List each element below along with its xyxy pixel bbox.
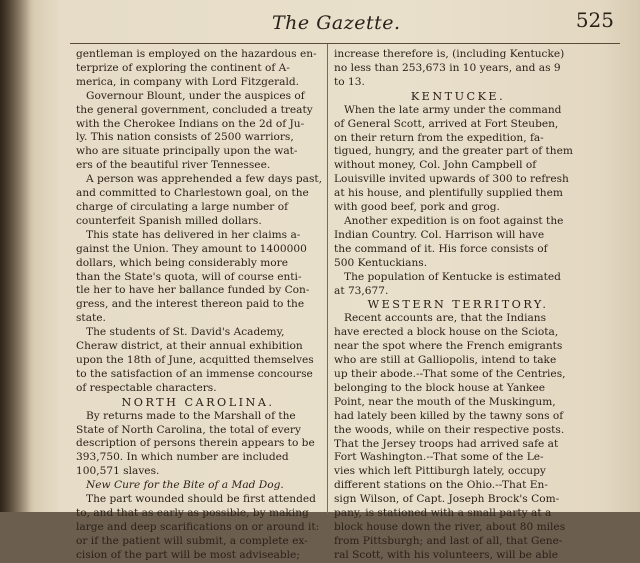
paragraph-start-line: When the late army under the command <box>344 103 562 116</box>
text-line: Louisville invited upwards of 300 to refresh <box>334 173 569 186</box>
text-line: or if the patient will submit, a complete ex- <box>76 534 308 547</box>
text-line: charge of circulating a large number of <box>76 200 289 213</box>
text-line: Indian Country. Col. Harrison will have <box>334 228 545 241</box>
text-line: tigued, hungry, and the greater part of them <box>334 145 573 158</box>
text-line: sign Wilson, of Capt. Joseph Brock's Com- <box>334 493 560 506</box>
text-line: who are situate principally upon the wat- <box>76 145 298 158</box>
text-line: tle her to have her ballance funded by Con- <box>76 284 310 297</box>
text-line: no less than 253,673 in 10 years, and as 9 <box>334 61 561 74</box>
article-title: New Cure for the Bite of a Mad Dog. <box>86 479 284 492</box>
text-line: vies which left Pittiburgh lately, occupy <box>334 465 546 478</box>
text-line: than the State's quota, will of course enti- <box>76 270 302 283</box>
text-line: the woods, while on their respective posts. <box>334 423 565 436</box>
section-heading: WESTERN TERRITORY. <box>367 298 549 312</box>
text-line: ral Scott, with his volunteers, will be able <box>334 548 559 561</box>
text-line: dollars, which being considerably more <box>76 256 288 269</box>
text-line: block house down the river, about 80 miles <box>334 521 566 533</box>
column-divider <box>327 44 328 514</box>
paragraph-start-line: The population of Kentucke is estimated <box>344 270 561 283</box>
paragraph-start-line: The part wounded should be first attended <box>86 493 316 506</box>
paragraph-start-line: Governour Blount, under the auspices of <box>86 89 305 102</box>
text-line: the command of it. His force consists of <box>334 242 548 255</box>
text-line: terprize of exploring the continent of A- <box>76 61 290 74</box>
text-line: belonging to the block house at Yankee <box>334 381 546 394</box>
text-line: without money, Col. John Campbell of <box>334 159 537 172</box>
right-column <box>334 48 582 561</box>
text-line: from Pittsburgh; and last of all, that Gene- <box>334 534 563 547</box>
paragraph-start-line: Another expedition is on foot against the <box>344 214 564 227</box>
text-line: Fort Washington.--That some of the Le- <box>334 451 544 464</box>
text-line: ers of the beautiful river Tennessee. <box>76 159 271 172</box>
binding-shadow <box>0 0 30 512</box>
paragraph-start-line: A person was apprehended a few days past, <box>86 173 323 186</box>
text-line: merica, in company with Lord Fitzgerald. <box>76 75 300 88</box>
text-line: state. <box>76 312 106 325</box>
text-line: who are still at Galliopolis, intend to take <box>334 354 557 367</box>
header-rule <box>70 43 620 44</box>
text-line: Cheraw district, at their annual exhibition <box>76 340 303 353</box>
text-line: on their return from the expedition, fa- <box>334 131 544 144</box>
paragraph-start-line: By returns made to the Marshall of the <box>86 409 296 422</box>
text-line: of respectable characters. <box>76 381 217 394</box>
text-line: pany, is stationed with a small party at a <box>334 507 552 520</box>
text-line: with the Cherokee Indians on the 2d of Ju- <box>76 117 305 130</box>
left-column <box>76 48 323 561</box>
text-line: ly. This nation consists of 2500 warriors, <box>76 131 294 144</box>
text-line: with good beef, pork and grog. <box>334 201 500 214</box>
text-line: description of persons therein appears to be <box>76 437 315 450</box>
page-title: The Gazette. <box>272 12 401 34</box>
text-line: increase therefore is, (including Kentucke) <box>334 48 565 60</box>
text-line: That the Jersey troops had arrived safe at <box>334 437 559 450</box>
section-heading: NORTH CAROLINA. <box>121 395 275 409</box>
text-line: of General Scott, arrived at Fort Steuben, <box>334 117 559 130</box>
text-line: large and deep scarifications on or around it: <box>76 520 320 533</box>
text-line: 393,750. In which number are included <box>76 451 289 464</box>
paragraph-start-line: This state has delivered in her claims a- <box>86 228 301 241</box>
text-line: to 13. <box>334 75 365 88</box>
text-line: up their abode.--That some of the Centries, <box>334 368 566 381</box>
page-header <box>60 8 620 42</box>
section-heading: KENTUCKE. <box>410 89 506 103</box>
text-line: the general government, concluded a treaty <box>76 103 313 116</box>
text-line: at 73,677. <box>334 284 389 297</box>
text-line: gainst the Union. They amount to 1400000 <box>76 242 307 255</box>
text-line: Point, near the mouth of the Muskingum, <box>334 395 556 408</box>
text-line: 100,571 slaves. <box>76 465 160 478</box>
text-line: upon the 18th of June, acquitted themselves <box>76 353 314 366</box>
text-line: to, and that as early as possible, by making <box>76 507 309 519</box>
text-line: had lately been killed by the tawny sons of <box>334 409 564 422</box>
text-line: gress, and the interest thereon paid to the <box>76 298 305 311</box>
text-line: at his house, and plentifully supplied them <box>334 187 563 200</box>
page-number: 525 <box>575 8 614 32</box>
text-line: cision of the part will be most adviseable; <box>76 548 300 561</box>
text-line: and committed to Charlestown goal, on the <box>76 187 309 200</box>
text-line: gentleman is employed on the hazardous en- <box>76 48 317 60</box>
text-line: near the spot where the French emigrants <box>334 340 563 353</box>
text-line: 500 Kentuckians. <box>334 256 428 269</box>
text-line: State of North Carolina, the total of every <box>76 423 301 436</box>
paragraph-start-line: Recent accounts are, that the Indians <box>344 312 547 325</box>
text-line: have erected a block house on the Sciota, <box>334 326 559 339</box>
paragraph-start-line: The students of St. David's Academy, <box>86 326 285 339</box>
text-line: different stations on the Ohio.--That En- <box>334 479 548 492</box>
text-line: to the satisfaction of an immense concourse <box>76 367 313 380</box>
text-line: counterfeit Spanish milled dollars. <box>76 214 262 227</box>
